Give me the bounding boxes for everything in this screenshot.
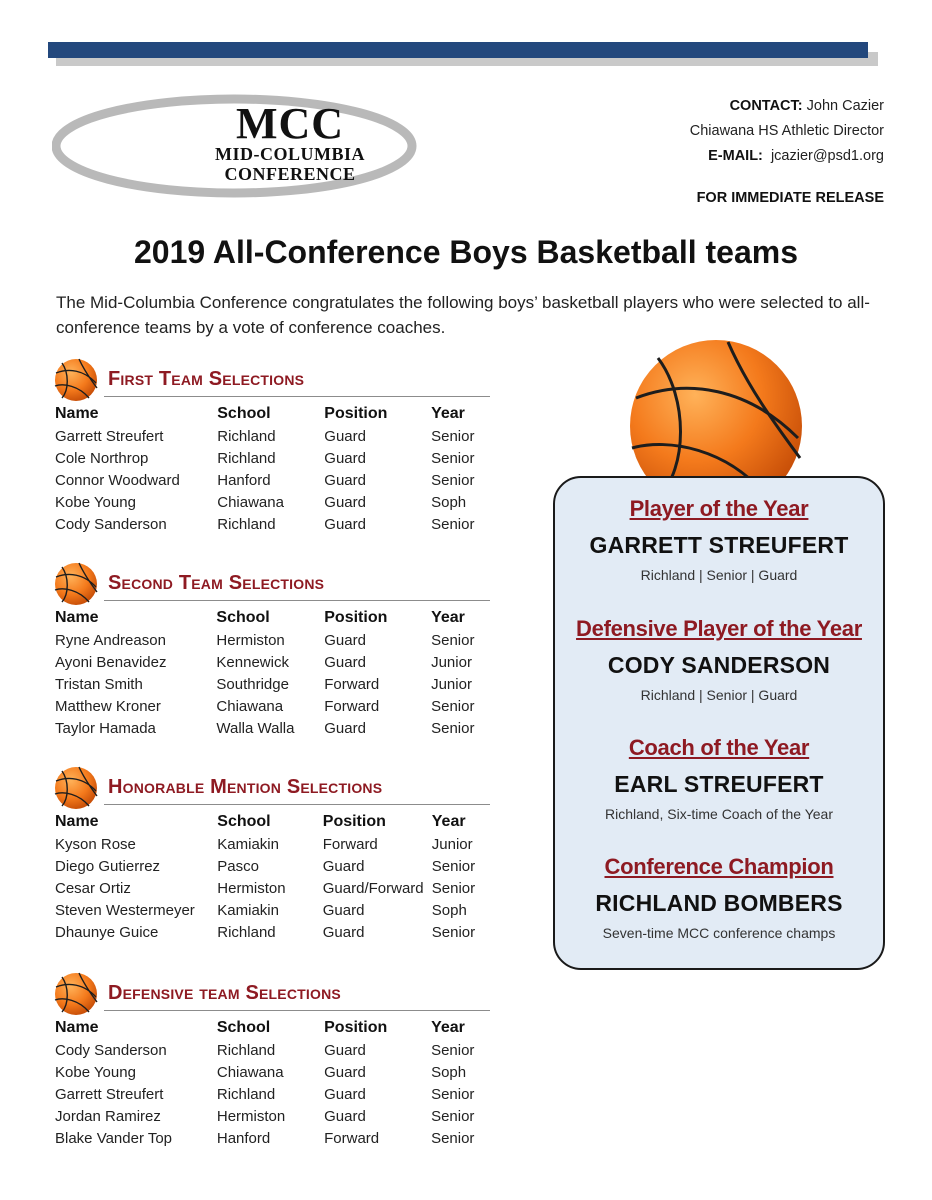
column-header-name: Name (55, 405, 99, 422)
section-header (54, 766, 490, 810)
player-school: Richland (217, 427, 276, 445)
player-school: Pasco (217, 857, 259, 875)
basketball-icon (54, 358, 98, 402)
award-winner: CODY SANDERSON (607, 652, 831, 678)
player-name: Kyson Rose (55, 835, 136, 853)
player-name: Cody Sanderson (55, 515, 167, 533)
roster-header-row (55, 402, 490, 425)
column-header-position: Position (324, 609, 388, 626)
column-header-position: Position (322, 813, 386, 830)
contact-block (690, 94, 884, 169)
section-header (54, 562, 490, 606)
table-row (55, 1127, 490, 1149)
table-row (55, 629, 490, 651)
player-position: Guard (324, 1107, 366, 1125)
player-position: Guard (324, 493, 366, 511)
contact-email[interactable]: jcazier@psd1.org (770, 148, 884, 164)
table-row (55, 469, 490, 491)
player-school: Richland (217, 923, 276, 941)
section-title: First Team Selections (108, 368, 305, 390)
player-position: Guard (324, 631, 366, 649)
player-name: Garrett Streufert (55, 1085, 164, 1103)
player-name: Diego Gutierrez (55, 857, 161, 875)
player-school: Chiawana (217, 493, 284, 511)
contact-label: CONTACT: (729, 98, 803, 114)
section-divider (104, 804, 490, 805)
award-detail: Richland, Six-time Coach of the Year (604, 806, 833, 822)
roster-header-row (55, 810, 490, 833)
release-notice: FOR IMMEDIATE RELEASE (696, 190, 884, 206)
column-header-position: Position (324, 1019, 388, 1036)
award-winner: GARRETT STREUFERT (589, 532, 849, 558)
player-year: Senior (431, 515, 475, 533)
intro-paragraph: The Mid-Columbia Conference congratulates the following boys’ basketball players who were selected to all-conference teams by a vote of conference coaches. (56, 293, 870, 337)
player-school: Richland (216, 1041, 276, 1059)
table-row (55, 1083, 490, 1105)
page-title: 2019 All-Conference Boys Basketball teams (134, 234, 798, 270)
player-school: Chiawana (216, 1063, 284, 1081)
player-year: Senior (431, 697, 475, 715)
table-row (55, 673, 490, 695)
player-position: Forward (324, 697, 380, 715)
table-row (55, 855, 490, 877)
table-row (55, 425, 490, 447)
player-position: Guard (324, 719, 366, 737)
award-title: Conference Champion (604, 854, 834, 879)
player-position: Forward (322, 835, 378, 853)
player-name: Connor Woodward (55, 471, 180, 489)
section-honorable-mention (54, 766, 490, 943)
player-year: Soph (431, 901, 467, 919)
player-year: Junior (431, 835, 473, 853)
player-school: Chiawana (216, 697, 284, 715)
player-name: Ayoni Benavidez (55, 653, 167, 671)
player-name: Kobe Young (55, 1063, 136, 1081)
basketball-icon (54, 972, 98, 1016)
table-row (55, 921, 490, 943)
table-row (55, 651, 490, 673)
award-detail: Seven-time MCC conference champs (602, 925, 836, 941)
email-label: E-MAIL: (708, 148, 763, 164)
column-header-year: Year (431, 609, 465, 626)
award-player-of-year (555, 496, 883, 583)
player-school: Hanford (216, 1129, 271, 1147)
mcc-logo (52, 90, 417, 198)
player-year: Senior (431, 879, 476, 897)
header-bar (48, 42, 868, 58)
logo-line1: MID-COLUMBIA (215, 144, 365, 164)
player-year: Senior (431, 857, 476, 875)
roster-table (55, 606, 490, 739)
column-header-year: Year (431, 813, 466, 830)
section-divider (104, 600, 490, 601)
roster-header-row (55, 1016, 490, 1039)
roster-header-row (55, 606, 490, 629)
table-row (55, 899, 490, 921)
table-row (55, 877, 490, 899)
award-coach-of-year (555, 735, 883, 822)
table-row (55, 1061, 490, 1083)
player-name: Cole Northrop (55, 449, 149, 467)
award-title: Coach of the Year (628, 735, 810, 760)
section-title: Second Team Selections (108, 572, 325, 594)
player-position: Guard/Forward (322, 879, 424, 897)
player-name: Dhaunye Guice (55, 923, 159, 941)
section-title: Defensive team Selections (108, 982, 341, 1004)
player-name: Ryne Andreason (55, 631, 166, 649)
player-position: Guard (324, 1063, 366, 1081)
player-school: Hermiston (217, 879, 286, 897)
section-defensive-team (54, 972, 490, 1149)
player-school: Hanford (217, 471, 271, 489)
column-header-school: School (217, 813, 271, 830)
player-year: Senior (431, 923, 476, 941)
section-second-team (54, 562, 490, 739)
player-position: Forward (324, 1129, 380, 1147)
player-year: Senior (431, 631, 475, 649)
player-position: Guard (322, 857, 365, 875)
section-divider (104, 1010, 490, 1011)
player-year: Senior (431, 427, 475, 445)
player-year: Senior (431, 719, 475, 737)
roster-table (55, 402, 490, 535)
table-row (55, 695, 490, 717)
award-title: Player of the Year (629, 496, 809, 521)
column-header-name: Name (55, 609, 99, 626)
award-detail: Richland | Senior | Guard (640, 567, 798, 583)
awards-panel (553, 476, 885, 970)
player-year: Soph (431, 1063, 467, 1081)
logo-line2: CONFERENCE (224, 164, 356, 184)
column-header-name: Name (55, 1019, 99, 1036)
column-header-year: Year (431, 405, 465, 422)
column-header-year: Year (431, 1019, 465, 1036)
player-year: Junior (431, 675, 472, 693)
roster-table (55, 1016, 490, 1149)
player-name: Jordan Ramirez (55, 1107, 161, 1125)
player-school: Kennewick (216, 653, 289, 671)
player-school: Richland (217, 449, 276, 467)
player-year: Soph (431, 493, 467, 511)
player-name: Steven Westermeyer (55, 901, 195, 919)
player-year: Senior (431, 1085, 475, 1103)
contact-name: John Cazier (806, 98, 884, 114)
player-year: Senior (431, 1107, 475, 1125)
award-defensive-player-of-year (555, 616, 883, 703)
column-header-position: Position (324, 405, 388, 422)
table-row (55, 447, 490, 469)
player-year: Senior (431, 1129, 475, 1147)
player-position: Guard (324, 449, 366, 467)
table-row (55, 1039, 490, 1061)
player-year: Senior (431, 1041, 475, 1059)
player-school: Richland (217, 515, 276, 533)
player-position: Guard (324, 653, 366, 671)
award-winner: EARL STREUFERT (614, 771, 824, 797)
award-winner: RICHLAND BOMBERS (595, 890, 843, 916)
column-header-school: School (216, 609, 270, 626)
player-name: Cesar Ortiz (55, 879, 131, 897)
player-position: Forward (324, 675, 380, 693)
section-first-team (54, 358, 490, 535)
player-name: Kobe Young (55, 493, 136, 511)
contact-role: Chiawana HS Athletic Director (689, 123, 884, 139)
player-name: Taylor Hamada (55, 719, 156, 737)
player-school: Kamiakin (217, 901, 279, 919)
player-position: Guard (324, 1085, 366, 1103)
award-conference-champion (555, 854, 883, 941)
player-name: Blake Vander Top (55, 1129, 173, 1147)
section-header (54, 972, 490, 1016)
section-divider (104, 396, 490, 397)
table-row (55, 1105, 490, 1127)
player-position: Guard (322, 901, 365, 919)
table-row (55, 491, 490, 513)
player-name: Tristan Smith (55, 675, 143, 693)
logo-mcc-text: MCC (235, 99, 345, 148)
table-row (55, 833, 490, 855)
player-year: Senior (431, 471, 475, 489)
table-row (55, 513, 490, 535)
player-position: Guard (322, 923, 365, 941)
player-name: Cody Sanderson (55, 1041, 167, 1059)
player-school: Walla Walla (216, 719, 295, 737)
player-name: Garrett Streufert (55, 427, 164, 445)
player-school: Kamiakin (217, 835, 279, 853)
player-year: Junior (431, 653, 472, 671)
player-school: Hermiston (216, 1107, 286, 1125)
player-name: Matthew Kroner (55, 697, 161, 715)
award-title: Defensive Player of the Year (576, 616, 862, 641)
player-position: Guard (324, 515, 366, 533)
player-school: Hermiston (216, 631, 285, 649)
player-position: Guard (324, 471, 366, 489)
roster-table (55, 810, 490, 943)
column-header-name: Name (55, 813, 99, 830)
player-year: Senior (431, 449, 475, 467)
player-school: Southridge (216, 675, 289, 693)
player-position: Guard (324, 1041, 366, 1059)
player-position: Guard (324, 427, 366, 445)
section-title: Honorable Mention Selections (108, 776, 383, 798)
basketball-icon (54, 766, 98, 810)
column-header-school: School (217, 405, 271, 422)
column-header-school: School (216, 1019, 271, 1036)
award-detail: Richland | Senior | Guard (640, 687, 798, 703)
section-header (54, 358, 490, 402)
table-row (55, 717, 490, 739)
player-school: Richland (216, 1085, 276, 1103)
basketball-icon (54, 562, 98, 606)
